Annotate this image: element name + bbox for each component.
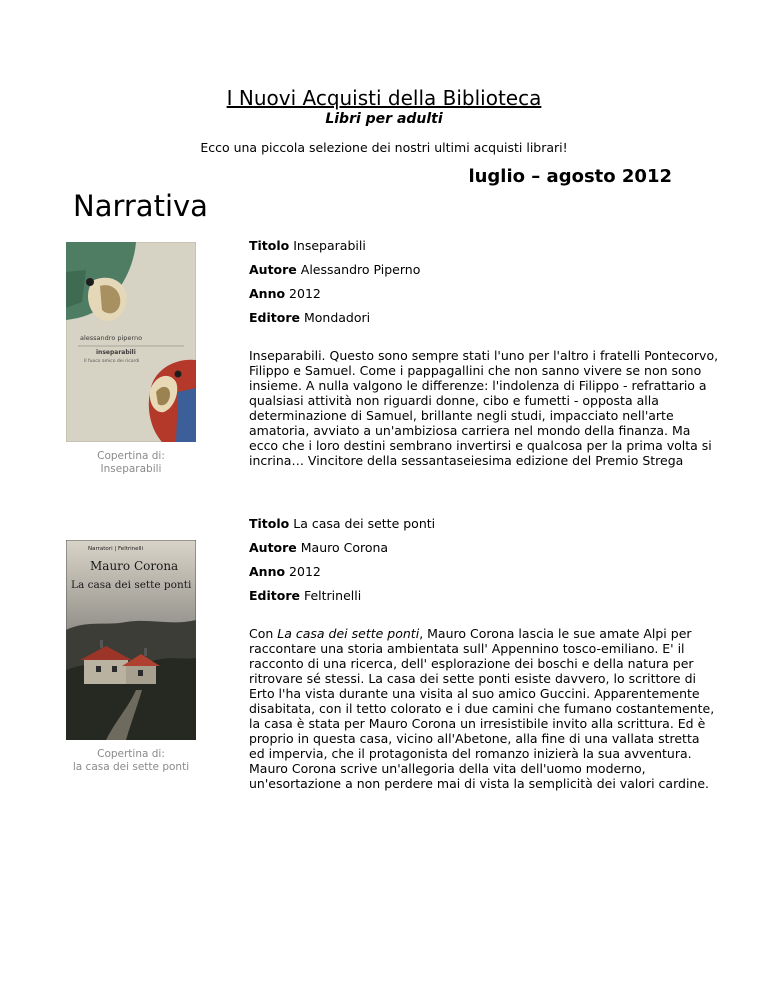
period-heading: luglio – agosto 2012 bbox=[468, 166, 672, 187]
cover-image-inseparabili bbox=[66, 242, 196, 442]
book-info-inseparabili bbox=[249, 238, 719, 468]
book-title-field: Titolo La casa dei sette ponti bbox=[249, 516, 436, 531]
book-year-field: Anno 2012 bbox=[249, 564, 321, 579]
book-title-field: Titolo Inseparabili bbox=[249, 238, 366, 253]
book-year-field: Anno 2012 bbox=[249, 286, 321, 301]
cover-caption-casa-sette-ponti: Copertina di: la casa dei sette ponti bbox=[72, 748, 190, 773]
book-cover-casa-sette-ponti bbox=[66, 540, 196, 774]
svg-text:inseparabili: inseparabili bbox=[96, 349, 136, 356]
book-publisher-field: Editore Mondadori bbox=[249, 310, 371, 325]
book-author-field: Autore Alessandro Piperno bbox=[249, 262, 421, 277]
section-title: Narrativa bbox=[73, 189, 208, 223]
book-info-casa-sette-ponti bbox=[249, 516, 719, 791]
book-description: Con La casa dei sette ponti, Mauro Corona lascia le sue amate Alpi per raccontare una storia ambientata sull' Appennino tosco-emiliano. E' il racconto di una ricerca, dell' esplorazione dei boschi e della natura per ritrovare sé stessi. La casa dei sette ponti esiste davvero, lo scrittore di Erto l'ha vista durante una visita al suo amico Guccini. Apparentemente disabitata, con il tetto colorato e i due camini che fumano costantemente, la casa è stata per Mauro Corona un irresistibile invito alla scrittura. Ed è proprio in questa casa, vicino all'Abetone, alla fine di una vallata stretta ed impervia, che il protagonista del romanzo inizierà la sua avventura. Mauro Corona scrive un'allegoria della vita dell'uomo moderno, un'esortazione a non perdere mai di vista la semplicità dei valori cardine. bbox=[249, 626, 715, 791]
svg-text:La casa dei sette ponti: La casa dei sette ponti bbox=[71, 579, 192, 591]
svg-text:Il fuoco amico dei ricordi: Il fuoco amico dei ricordi bbox=[84, 359, 140, 364]
book-author-field: Autore Mauro Corona bbox=[249, 540, 389, 555]
cover-image-casa-sette-ponti bbox=[66, 540, 196, 740]
book-description: Inseparabili. Questo sono sempre stati l'uno per l'altro i fratelli Pontecorvo, Filippo e Samuel. Come i pappagallini che non sanno vivere se non sono insieme. A nulla valgono le differenze: l'indolenza di Filippo - refrattario a qualsiasi attività non riguardi donne, cibo e fumetti - opposta alla determinazione di Samuel, brillante negli studi, impacciato nell'arte amatoria, avviato a un'ambiziosa carriera nel mondo della finanza. Ma ecco che i loro destini sembrano invertirsi e qualcosa per la prima volta si incrina… Vincitore della sessantaseiesima edizione del Premio Strega bbox=[249, 348, 719, 468]
svg-text:Narratori | Feltrinelli: Narratori | Feltrinelli bbox=[88, 546, 144, 552]
book-cover-inseparabili bbox=[66, 242, 196, 476]
book-publisher-field: Editore Feltrinelli bbox=[249, 588, 362, 603]
cover-caption-inseparabili: Copertina di: Inseparabili bbox=[97, 450, 165, 475]
svg-text:alessandro piperno: alessandro piperno bbox=[80, 334, 143, 342]
page-title: I Nuovi Acquisti della Biblioteca bbox=[226, 86, 542, 110]
page-subtitle: Libri per adulti bbox=[325, 111, 443, 127]
svg-text:Mauro Corona: Mauro Corona bbox=[90, 559, 179, 573]
intro-text: Ecco una piccola selezione dei nostri ultimi acquisti librari! bbox=[200, 140, 568, 155]
